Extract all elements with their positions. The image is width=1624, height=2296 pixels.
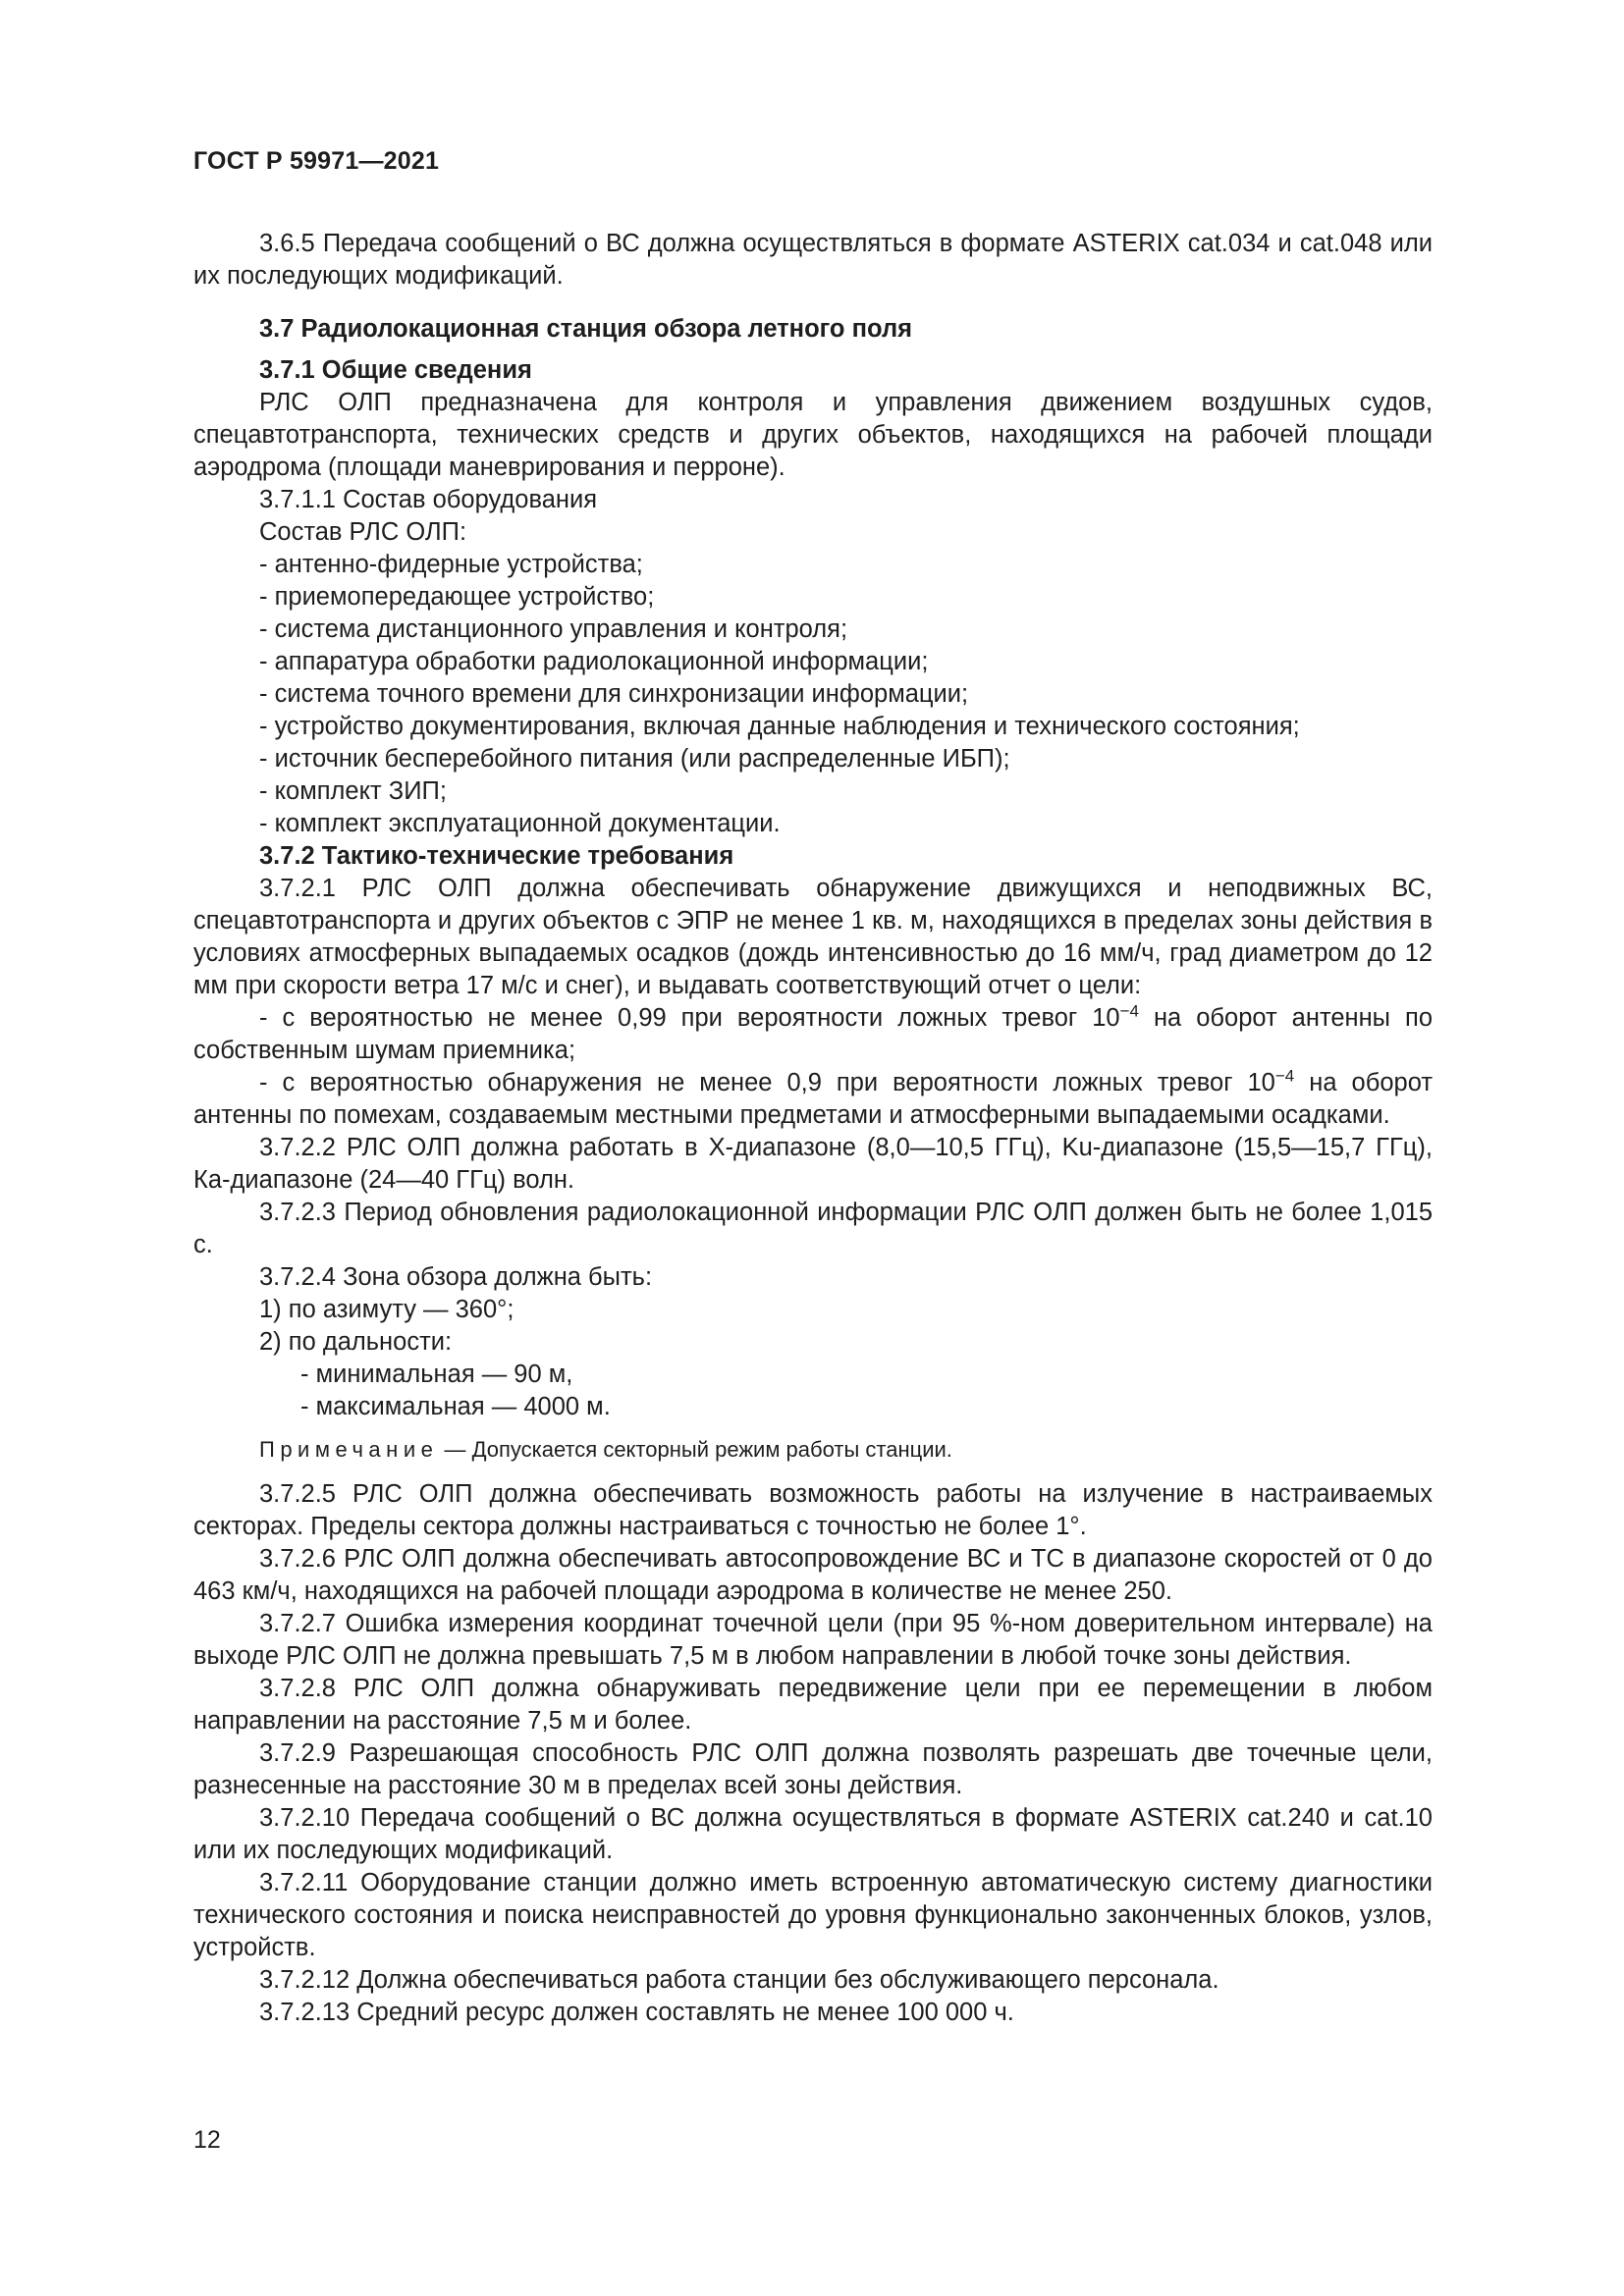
paragraph-3-6-5: 3.6.5 Передача сообщений о ВС должна осуществляться в формате ASTERIX cat.034 и cat.048 или их последующих модификаций. bbox=[193, 230, 1433, 290]
text-run: - с вероятностью не менее 0,99 при вероятности ложных тревог 10 bbox=[259, 1004, 1120, 1032]
paragraph-3-7-2-2: 3.7.2.2 РЛС ОЛП должна работать в X-диапазоне (8,0—10,5 ГГц), Ku-диапазоне (15,5—15,7 ГГц), Ка-диапазоне (24—40 ГГц) волн. bbox=[193, 1134, 1433, 1194]
list-item: - приемопередающее устройство; bbox=[259, 583, 655, 611]
note bbox=[193, 1435, 1433, 1465]
paragraph-3-7-2-9: 3.7.2.9 Разрешающая способность РЛС ОЛП должна позволять разрешать две точечные цели, разнесенные на расстояние 30 м в пределах всей зоны действия. bbox=[193, 1739, 1433, 1799]
paragraph-3-7-2-1: 3.7.2.1 РЛС ОЛП должна обеспечивать обнаружение движущихся и неподвижных ВС, спецавтотранспорта и других объектов с ЭПР не менее 1 кв. м, находящихся в пределах зоны действия в условиях атмосферных выпадаемых осадков (дождь интенсивностью до 16 мм/ч, град диаметром до 12 мм при скорости ветра 17 м/с и снег), и выдавать соответствующий отчет о цели: bbox=[193, 875, 1433, 999]
page-number: 12 bbox=[193, 2126, 221, 2154]
paragraph-3-7-2-3: 3.7.2.3 Период обновления радиолокационной информации РЛС ОЛП должен быть не более 1,015 с. bbox=[193, 1199, 1433, 1258]
subheading-3-7-1-1: 3.7.1.1 Состав оборудования bbox=[259, 486, 598, 513]
text-run: на оборот антенны по собственным шумам приемника; bbox=[193, 1004, 1433, 1064]
paragraph-3-7-2-10: 3.7.2.10 Передача сообщений о ВС должна осуществляться в формате ASTERIX cat.240 и cat.10 или их последующих модификаций. bbox=[193, 1804, 1433, 1864]
section-heading-3-7: 3.7 Радиолокационная станция обзора летного поля bbox=[259, 315, 913, 343]
paragraph-3-7-1: РЛС ОЛП предназначена для контроля и управления движением воздушных судов, спецавтотранспорта, технических средств и других объектов, находящихся на рабочей площади аэродрома (площади маневрирования и перроне). bbox=[193, 389, 1433, 481]
section-heading-3-7-1: 3.7.1 Общие сведения bbox=[259, 356, 532, 384]
paragraph-3-7-2-1-a bbox=[193, 1002, 1433, 1067]
exponent: −4 bbox=[1274, 1066, 1295, 1086]
paragraph-3-7-2-4: 3.7.2.4 Зона обзора должна быть: bbox=[259, 1263, 653, 1291]
list-item: - система дистанционного управления и контроля; bbox=[259, 615, 848, 643]
list-item: - антенно-фидерные устройства; bbox=[259, 551, 643, 578]
note-text: — Допускается секторный режим работы станции. bbox=[438, 1437, 952, 1462]
list-item: - аппаратура обработки радиолокационной информации; bbox=[259, 648, 929, 675]
document-header-id: ГОСТ Р 59971—2021 bbox=[193, 147, 440, 175]
note-label: Примечание bbox=[259, 1437, 439, 1462]
paragraph-3-7-2-6: 3.7.2.6 РЛС ОЛП должна обеспечивать автосопровождение ВС и ТС в диапазоне скоростей от 0 до 463 км/ч, находящихся на рабочей площади аэродрома в количестве не менее 250. bbox=[193, 1545, 1433, 1605]
section-heading-3-7-2: 3.7.2 Тактико-технические требования bbox=[259, 842, 734, 870]
list-item: - устройство документирования, включая данные наблюдения и технического состояния; bbox=[259, 713, 1300, 740]
paragraph-3-7-2-7: 3.7.2.7 Ошибка измерения координат точечной цели (при 95 %-ном доверительном интервале) на выходе РЛС ОЛП не должна превышать 7,5 м в любом направлении в любой точке зоны действия. bbox=[193, 1610, 1433, 1670]
text-run: - с вероятностью обнаружения не менее 0,9 при вероятности ложных тревог 10 bbox=[259, 1069, 1275, 1096]
list-item: - источник бесперебойного питания (или распределенные ИБП); bbox=[259, 745, 1010, 773]
paragraph-3-7-2-11: 3.7.2.11 Оборудование станции должно иметь встроенную автоматическую систему диагностики технического состояния и поиска неисправностей до уровня функционально законченных блоков, узлов, устройств. bbox=[193, 1869, 1433, 1961]
paragraph-3-7-2-13: 3.7.2.13 Средний ресурс должен составлять не менее 100 000 ч. bbox=[259, 1999, 1014, 2026]
zone-range-max: - максимальная — 4000 м. bbox=[300, 1393, 611, 1420]
list-item: - система точного времени для синхронизации информации; bbox=[259, 680, 969, 708]
exponent: −4 bbox=[1119, 1001, 1139, 1021]
paragraph-3-7-2-5: 3.7.2.5 РЛС ОЛП должна обеспечивать возможность работы на излучение в настраиваемых секторах. Пределы сектора должны настраиваться с точностью не более 1°. bbox=[193, 1480, 1433, 1540]
zone-azimuth: 1) по азимуту — 360°; bbox=[259, 1296, 514, 1323]
zone-range: 2) по дальности: bbox=[259, 1328, 453, 1356]
list-item: - комплект эксплуатационной документации. bbox=[259, 810, 781, 837]
paragraph-3-7-2-1-b bbox=[193, 1067, 1433, 1132]
paragraph-3-7-2-8: 3.7.2.8 РЛС ОЛП должна обнаруживать передвижение цели при ее перемещении в любом направлении на расстояние 7,5 м и более. bbox=[193, 1675, 1433, 1735]
text-run: на оборот антенны по помехам, создаваемым местными предметами и атмосферными выпадаемыми осадками. bbox=[193, 1069, 1433, 1129]
zone-range-min: - минимальная — 90 м, bbox=[300, 1361, 573, 1388]
paragraph-3-7-2-12: 3.7.2.12 Должна обеспечиваться работа станции без обслуживающего персонала. bbox=[259, 1966, 1219, 1994]
document-body bbox=[193, 228, 1433, 2029]
equipment-list bbox=[193, 549, 1433, 840]
list-item: - комплект ЗИП; bbox=[259, 777, 447, 805]
equipment-list-lead: Состав РЛС ОЛП: bbox=[259, 518, 467, 546]
